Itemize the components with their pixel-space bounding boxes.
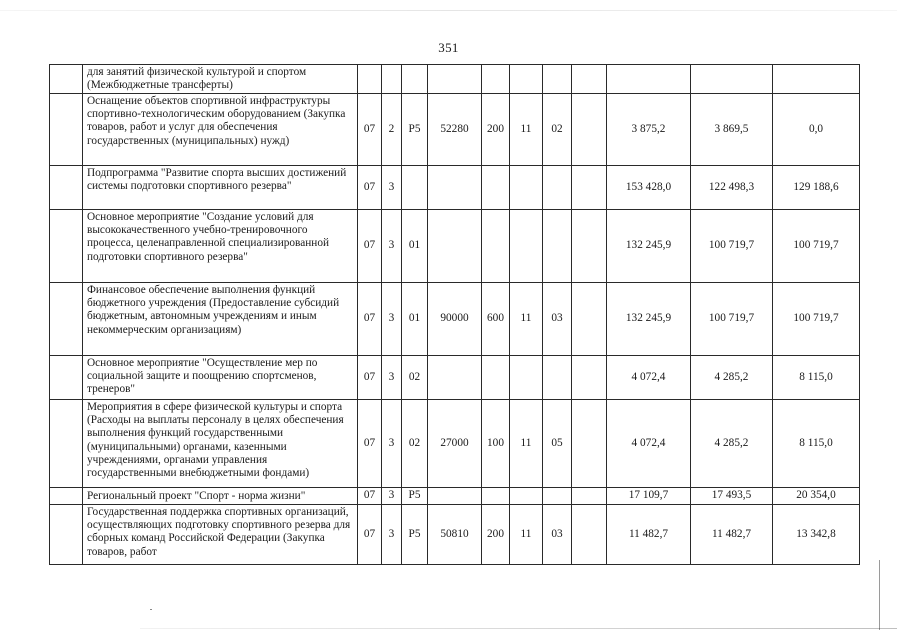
amount-year-1: 17 109,7 xyxy=(607,488,691,505)
code-kosgu: 03 xyxy=(543,283,572,356)
code-subsidy xyxy=(572,210,607,283)
code-ministry: 07 xyxy=(358,283,382,356)
code-direction xyxy=(482,210,510,283)
code-ministry: 07 xyxy=(358,356,382,400)
code-section: 3 xyxy=(382,488,402,505)
amount-year-1: 4 072,4 xyxy=(607,356,691,400)
amount-year-1 xyxy=(607,65,691,94)
code-subsidy xyxy=(572,94,607,166)
code-kosgu xyxy=(543,488,572,505)
code-ministry: 07 xyxy=(358,505,382,565)
code-expense-type xyxy=(510,210,543,283)
amount-year-2: 100 719,7 xyxy=(691,210,773,283)
row-index-cell xyxy=(50,94,83,166)
amount-year-3: 20 354,0 xyxy=(773,488,860,505)
code-program xyxy=(402,166,428,210)
amount-year-2: 4 285,2 xyxy=(691,356,773,400)
item-name: для занятий физической культурой и спортом (Межбюджетные трансферты) xyxy=(83,65,358,94)
amount-year-3: 100 719,7 xyxy=(773,283,860,356)
item-name: Основное мероприятие "Создание условий для высококачественного учебно-тренировочного процесса, целенаправленной специализированной подготовки спортивного резерва" xyxy=(83,210,358,283)
code-program: P5 xyxy=(402,505,428,565)
code-section: 3 xyxy=(382,210,402,283)
amount-year-1: 132 245,9 xyxy=(607,210,691,283)
amount-year-3: 0,0 xyxy=(773,94,860,166)
code-program: 01 xyxy=(402,283,428,356)
code-subsidy xyxy=(572,488,607,505)
code-expense-type xyxy=(510,65,543,94)
code-subsidy xyxy=(572,65,607,94)
code-direction: 200 xyxy=(482,505,510,565)
code-expense-type: 11 xyxy=(510,283,543,356)
amount-year-2: 122 498,3 xyxy=(691,166,773,210)
code-event: 90000 xyxy=(428,283,482,356)
code-kosgu xyxy=(543,356,572,400)
code-kosgu xyxy=(543,65,572,94)
code-event: 27000 xyxy=(428,400,482,488)
table-row xyxy=(50,356,860,400)
code-expense-type: 11 xyxy=(510,94,543,166)
item-name: Финансовое обеспечение выполнения функций бюджетного учреждения (Предоставление субсидий бюджетным, автономным учреждениям и иным некоммерческим организациям) xyxy=(83,283,358,356)
code-kosgu xyxy=(543,166,572,210)
page-edge-line xyxy=(879,560,880,630)
code-expense-type xyxy=(510,166,543,210)
code-program: 02 xyxy=(402,356,428,400)
code-program: P5 xyxy=(402,488,428,505)
code-subsidy xyxy=(572,166,607,210)
row-index-cell xyxy=(50,505,83,565)
budget-table xyxy=(49,64,860,565)
code-event xyxy=(428,210,482,283)
amount-year-1: 4 072,4 xyxy=(607,400,691,488)
amount-year-2: 11 482,7 xyxy=(691,505,773,565)
amount-year-2: 3 869,5 xyxy=(691,94,773,166)
code-subsidy xyxy=(572,283,607,356)
code-subsidy xyxy=(572,356,607,400)
code-direction xyxy=(482,356,510,400)
item-name: Основное мероприятие "Осуществление мер по социальной защите и поощрению спортсменов, тренеров" xyxy=(83,356,358,400)
amount-year-3 xyxy=(773,65,860,94)
code-ministry: 07 xyxy=(358,166,382,210)
table-row xyxy=(50,488,860,505)
row-index-cell xyxy=(50,283,83,356)
code-ministry: 07 xyxy=(358,210,382,283)
code-subsidy xyxy=(572,400,607,488)
code-event xyxy=(428,65,482,94)
row-index-cell xyxy=(50,488,83,505)
code-section xyxy=(382,65,402,94)
code-direction: 600 xyxy=(482,283,510,356)
amount-year-1: 153 428,0 xyxy=(607,166,691,210)
code-kosgu: 05 xyxy=(543,400,572,488)
code-event: 52280 xyxy=(428,94,482,166)
code-kosgu: 03 xyxy=(543,505,572,565)
amount-year-2: 100 719,7 xyxy=(691,283,773,356)
code-program xyxy=(402,65,428,94)
code-expense-type: 11 xyxy=(510,400,543,488)
amount-year-3: 8 115,0 xyxy=(773,400,860,488)
scan-edge-line xyxy=(0,10,897,11)
code-event xyxy=(428,356,482,400)
code-subsidy xyxy=(572,505,607,565)
amount-year-2: 17 493,5 xyxy=(691,488,773,505)
amount-year-1: 11 482,7 xyxy=(607,505,691,565)
code-event xyxy=(428,488,482,505)
amount-year-3: 8 115,0 xyxy=(773,356,860,400)
code-ministry: 07 xyxy=(358,94,382,166)
code-section: 3 xyxy=(382,400,402,488)
code-section: 3 xyxy=(382,356,402,400)
table-row xyxy=(50,283,860,356)
code-direction: 200 xyxy=(482,94,510,166)
code-program: P5 xyxy=(402,94,428,166)
row-index-cell xyxy=(50,65,83,94)
table-row xyxy=(50,65,860,94)
table-row xyxy=(50,94,860,166)
code-program: 02 xyxy=(402,400,428,488)
item-name: Мероприятия в сфере физической культуры и спорта (Расходы на выплаты персоналу в целях обеспечения выполнения функций государственными (муниципальными) органами, казенными учреждениями, органами управления государственными внебюджетными фондами) xyxy=(83,400,358,488)
code-expense-type xyxy=(510,356,543,400)
item-name: Оснащение объектов спортивной инфраструктуры спортивно-технологическим оборудованием (Закупка товаров, работ и услуг для обеспечения государственных (муниципальных) нужд) xyxy=(83,94,358,166)
code-ministry: 07 xyxy=(358,400,382,488)
code-event xyxy=(428,166,482,210)
code-expense-type: 11 xyxy=(510,505,543,565)
table-row xyxy=(50,505,860,565)
code-section: 3 xyxy=(382,505,402,565)
code-direction xyxy=(482,65,510,94)
code-section: 2 xyxy=(382,94,402,166)
code-direction xyxy=(482,488,510,505)
code-section: 3 xyxy=(382,166,402,210)
amount-year-1: 132 245,9 xyxy=(607,283,691,356)
code-kosgu: 02 xyxy=(543,94,572,166)
code-section: 3 xyxy=(382,283,402,356)
code-expense-type xyxy=(510,488,543,505)
amount-year-2 xyxy=(691,65,773,94)
code-ministry xyxy=(358,65,382,94)
code-program: 01 xyxy=(402,210,428,283)
code-direction xyxy=(482,166,510,210)
amount-year-3: 13 342,8 xyxy=(773,505,860,565)
page-number: 351 xyxy=(438,40,459,55)
amount-year-1: 3 875,2 xyxy=(607,94,691,166)
code-direction: 100 xyxy=(482,400,510,488)
item-name: Подпрограмма "Развитие спорта высших достижений системы подготовки спортивного резерва" xyxy=(83,166,358,210)
page-bottom-line xyxy=(140,628,897,629)
code-ministry: 07 xyxy=(358,488,382,505)
item-name: Государственная поддержка спортивных организаций, осуществляющих подготовку спортивного резерва для сборных команд Российской Федерации (Закупка товаров, работ xyxy=(83,505,358,565)
amount-year-2: 4 285,2 xyxy=(691,400,773,488)
amount-year-3: 100 719,7 xyxy=(773,210,860,283)
row-index-cell xyxy=(50,166,83,210)
row-index-cell xyxy=(50,356,83,400)
item-name: Региональный проект "Спорт - норма жизни" xyxy=(83,488,358,505)
table-body xyxy=(50,65,860,565)
scan-speck xyxy=(150,609,152,610)
table-row xyxy=(50,400,860,488)
code-kosgu xyxy=(543,210,572,283)
table-row xyxy=(50,166,860,210)
amount-year-3: 129 188,6 xyxy=(773,166,860,210)
code-event: 50810 xyxy=(428,505,482,565)
row-index-cell xyxy=(50,210,83,283)
table-row xyxy=(50,210,860,283)
row-index-cell xyxy=(50,400,83,488)
